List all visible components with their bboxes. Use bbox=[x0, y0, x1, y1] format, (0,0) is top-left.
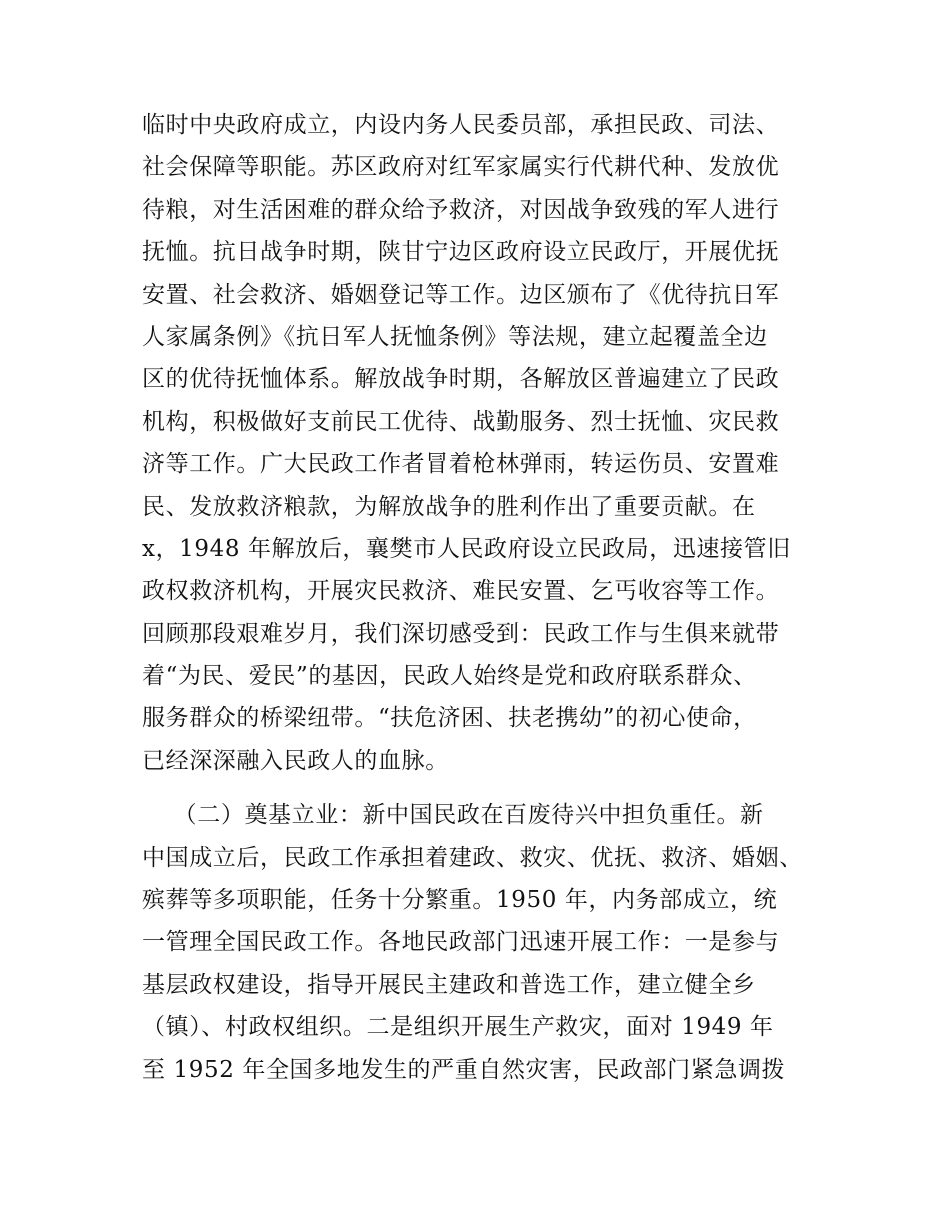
text-line: 抚恤。抗日战争时期，陕甘宁边区政府设立民政厅，开展优抚 bbox=[142, 239, 780, 266]
text-line: 济等工作。广大民政工作者冒着枪林弹雨，转运伤员、安置难 bbox=[142, 451, 780, 478]
text-line: x，1948 年解放后，襄樊市人民政府设立民政局，迅速接管旧 bbox=[142, 535, 791, 562]
text-line: （镇）、村政权组织。二是组织开展生产救灾，面对 1949 年 bbox=[142, 1014, 774, 1041]
text-line: 基层政权建设，指导开展民主建政和普选工作，建立健全乡 bbox=[142, 971, 756, 998]
text-line: 回顾那段艰难岁月，我们深切感受到：民政工作与生俱来就带 bbox=[142, 620, 780, 647]
text-line: 已经深深融入民政人的血脉。 bbox=[142, 747, 449, 774]
text-line: 政权救济机构，开展灾民救济、难民安置、乞丐收容等工作。 bbox=[142, 578, 780, 605]
text-line: 安置、社会救济、婚姻登记等工作。边区颁布了《优待抗日军 bbox=[142, 281, 780, 308]
text-line: 至 1952 年全国多地发生的严重自然灾害，民政部门紧急调拨 bbox=[142, 1056, 786, 1083]
text-line: 临时中央政府成立，内设内务人民委员部，承担民政、司法、 bbox=[142, 112, 780, 138]
text-line: 人家属条例》《抗日军人抚恤条例》等法规，建立起覆盖全边 bbox=[142, 323, 768, 350]
paragraph-2 bbox=[142, 794, 842, 1091]
text-line: 待粮，对生活困难的群众给予救济，对因战争致残的军人进行 bbox=[142, 196, 780, 223]
text-line: 殡葬等多项职能，任务十分繁重。1950 年，内务部成立，统 bbox=[142, 887, 778, 914]
text-line: 民、发放救济粮款，为解放战争的胜利作出了重要贡献。在 bbox=[142, 493, 756, 520]
text-line: 机构，积极做好支前民工优待、战勤服务、烈士抚恤、灾民救 bbox=[142, 408, 780, 435]
text-line: 区的优待抚恤体系。解放战争时期，各解放区普遍建立了民政 bbox=[142, 366, 780, 393]
text-line: 一管理全国民政工作。各地民政部门迅速开展工作：一是参与 bbox=[142, 929, 780, 956]
text-line: 社会保障等职能。苏区政府对红军家属实行代耕代种、发放优 bbox=[142, 154, 780, 181]
text-line: （二）奠基立业：新中国民政在百废待兴中担负重任。新 bbox=[142, 802, 764, 829]
text-line: 服务群众的桥梁纽带。“扶危济困、扶老携幼”的初心使命， bbox=[142, 705, 757, 732]
text-line: 中国成立后，民政工作承担着建政、救灾、优抚、救济、婚姻、 bbox=[142, 844, 803, 871]
paragraph-gap bbox=[142, 782, 842, 794]
paragraph-1 bbox=[142, 104, 842, 782]
body-text bbox=[142, 104, 842, 1091]
text-line: 着“为民、爱民”的基因，民政人始终是党和政府联系群众、 bbox=[142, 663, 757, 690]
